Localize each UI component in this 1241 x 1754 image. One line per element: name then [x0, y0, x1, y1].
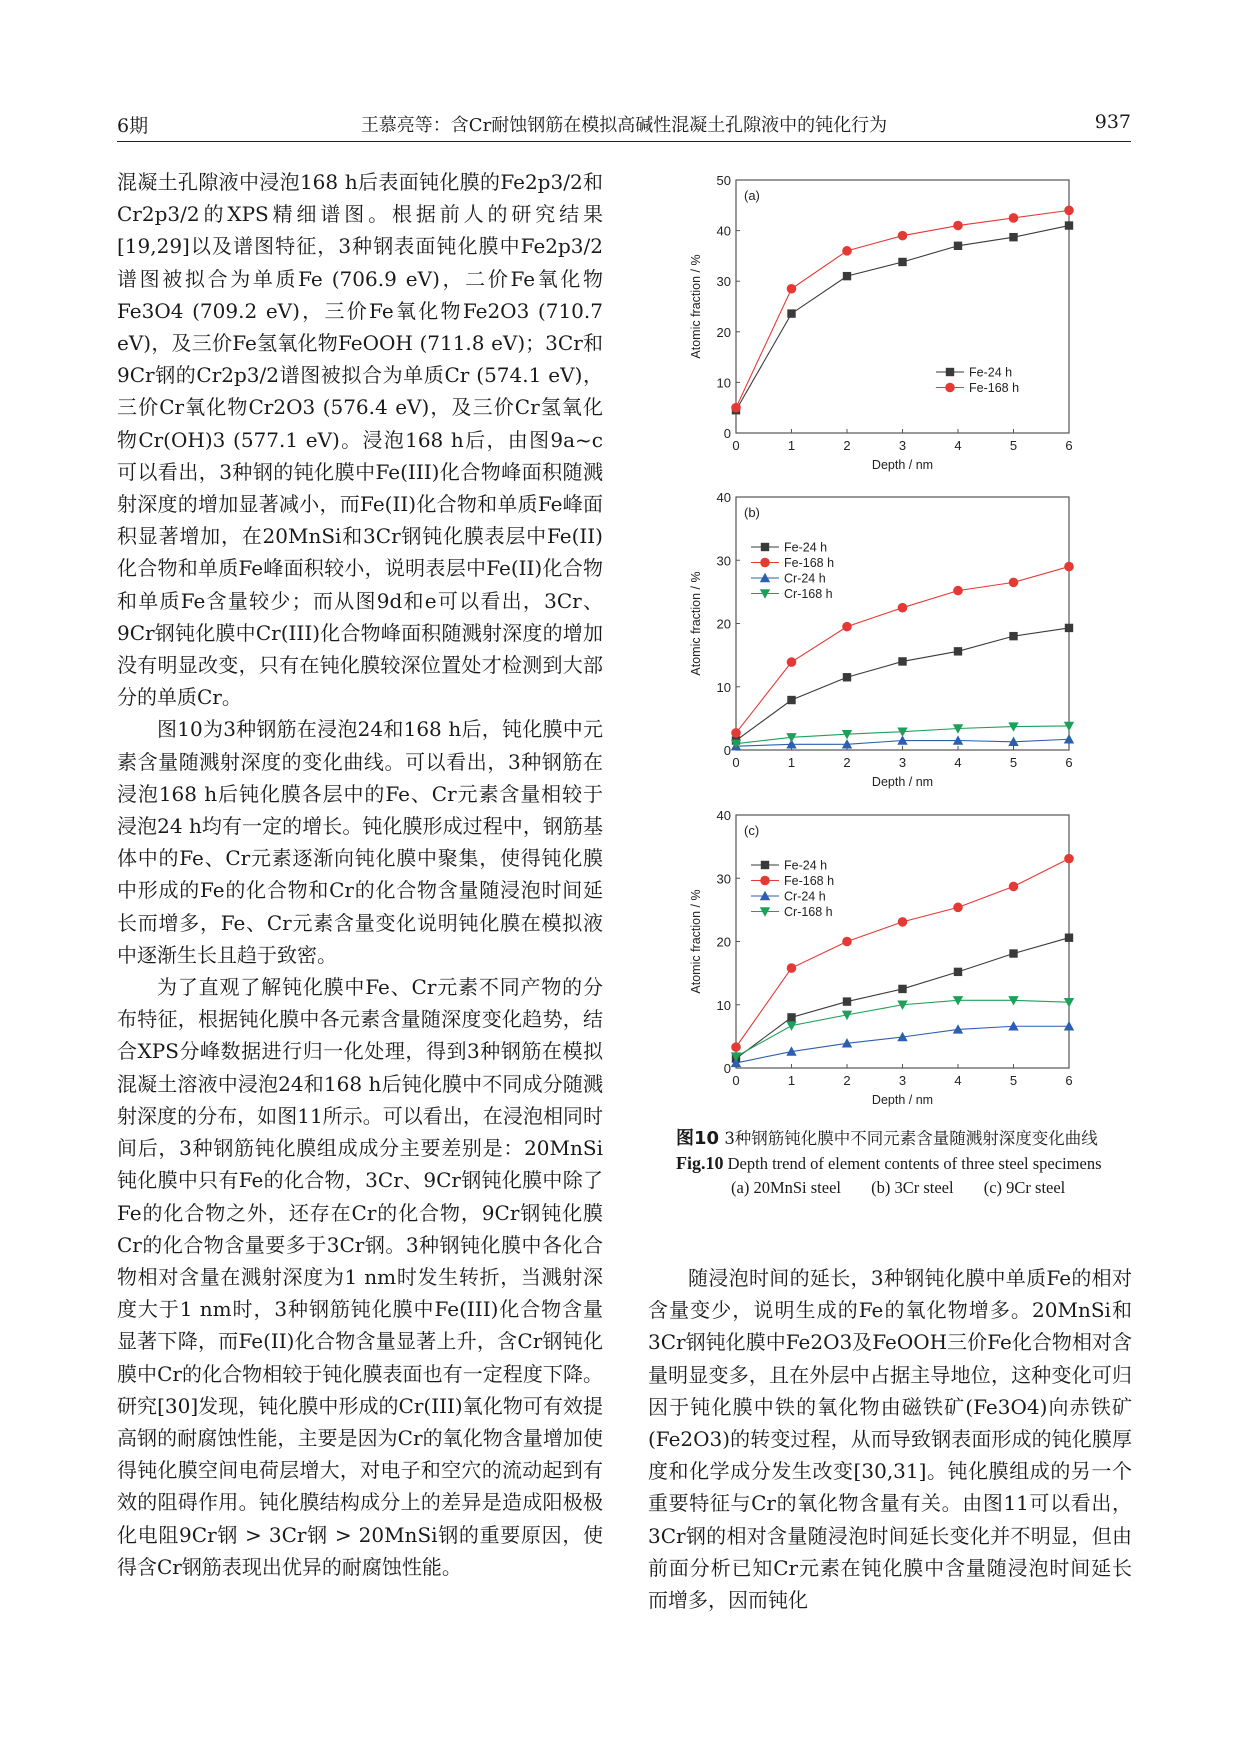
left-column	[117, 166, 603, 1583]
svg-text:40: 40	[716, 490, 731, 505]
subcaption-a: (a) 20MnSi steel	[731, 1178, 841, 1197]
svg-text:5: 5	[1009, 438, 1018, 453]
svg-text:Fe-168 h: Fe-168 h	[784, 874, 835, 888]
svg-text:2: 2	[843, 755, 851, 770]
svg-text:Cr-24 h: Cr-24 h	[784, 571, 826, 586]
svg-text:1: 1	[787, 1073, 796, 1088]
running-title: 王慕亮等：含Cr耐蚀钢筋在模拟高碱性混凝土孔隙液中的钝化行为	[360, 115, 888, 136]
svg-text:Fe-24 h: Fe-24 h	[784, 540, 828, 555]
svg-text:6: 6	[1065, 755, 1073, 770]
svg-text:2: 2	[843, 438, 851, 453]
svg-text:Atomic fraction / %: Atomic fraction / %	[689, 254, 703, 359]
svg-text:40: 40	[716, 223, 731, 239]
svg-text:0: 0	[723, 743, 731, 758]
caption-en	[676, 1151, 1116, 1176]
page-number: 937	[1094, 111, 1131, 133]
svg-text:1: 1	[787, 438, 796, 453]
svg-text:2: 2	[843, 1073, 851, 1088]
svg-text:20: 20	[716, 616, 731, 632]
svg-text:3: 3	[898, 438, 907, 453]
svg-text:Depth / nm: Depth / nm	[871, 458, 934, 472]
figure-caption	[676, 1127, 1116, 1200]
svg-text:Depth / nm: Depth / nm	[871, 775, 934, 789]
svg-text:40: 40	[716, 808, 731, 823]
chart-a	[676, 165, 1096, 479]
right-column	[648, 1262, 1132, 1616]
caption-cn-text: 3种钢筋钝化膜中不同元素含量随溅射深度变化曲线	[724, 1129, 1098, 1148]
caption-en-label: Fig.10	[676, 1153, 724, 1173]
svg-text:1: 1	[787, 755, 796, 770]
chart-a-svg	[676, 165, 1096, 475]
svg-text:(a): (a)	[744, 188, 760, 203]
issue-label: 6期	[117, 115, 149, 137]
svg-text:20: 20	[716, 934, 731, 950]
chart-b	[676, 482, 1096, 796]
svg-text:4: 4	[954, 438, 962, 453]
chart-c-svg	[676, 800, 1096, 1110]
svg-text:10: 10	[716, 997, 731, 1013]
svg-text:5: 5	[1009, 1073, 1018, 1088]
svg-text:Fe-168 h: Fe-168 h	[969, 381, 1020, 395]
svg-text:(c): (c)	[744, 823, 760, 838]
chart-b-svg	[676, 482, 1096, 792]
svg-text:Fe-24 h: Fe-24 h	[784, 858, 828, 873]
svg-text:50: 50	[716, 173, 731, 188]
running-header	[117, 105, 1131, 142]
svg-text:(b): (b)	[744, 505, 760, 520]
svg-text:4: 4	[954, 755, 962, 770]
subcaption-c: (c) 9Cr steel	[983, 1178, 1066, 1197]
paragraph: 混凝土孔隙液中浸泡168 h后表面钝化膜的Fe2p3/2和Cr2p3/2的XPS精细谱图。根据前人的研究结果[19,29]以及谱图特征，3种钢表面钝化膜中Fe2p3/2谱图被拟合为单质Fe (706.9 eV)，二价Fe氧化物Fe3O4 (709.2 eV)，三价Fe氧化物Fe2O3 (710.7 eV)，及三价Fe氢氧化物FeOOH (711.8 eV)；3Cr和9Cr钢的Cr2p3/2谱图被拟合为单质Cr (574.1 eV)，三价Cr氧化物Cr2O3 (576.4 eV)，及三价Cr氢氧化物Cr(OH)3 (577.1 eV)。浸泡168 h后，由图9a~c可以看出，3种钢的钝化膜中Fe(III)化合物峰面积随溅射深度的增加显著减小，而Fe(II)化合物和单质Fe峰面积显著增加，在20MnSi和3Cr钢钝化膜表层中Fe(II)化合物和单质Fe峰面积较小，说明表层中Fe(II)化合物和单质Fe含量较少；而从图9d和e可以看出，3Cr、9Cr钢钝化膜中Cr(III)化合物峰面积随溅射深度的增加没有明显改变，只有在钝化膜较深位置处才检测到大部分的单质Cr。	[117, 170, 603, 710]
caption-en-text: Depth trend of element contents of three steel specimens	[727, 1154, 1102, 1173]
svg-text:5: 5	[1009, 755, 1018, 770]
svg-text:30: 30	[716, 871, 731, 887]
paragraph: 图10为3种钢筋在浸泡24和168 h后，钝化膜中元素含量随溅射深度的变化曲线。可以看出，3种钢筋在浸泡168 h后钝化膜各层中的Fe、Cr元素含量相较于浸泡24 h均有一定的增长。钝化膜形成过程中，钢筋基体中的Fe、Cr元素逐渐向钝化膜中聚集，使得钝化膜中形成的Fe的化合物和Cr的化合物含量随浸泡时间延长而增多，Fe、Cr元素含量变化说明钝化膜在模拟液中逐渐生长且趋于致密。	[117, 717, 603, 967]
svg-text:0: 0	[723, 426, 731, 441]
svg-text:6: 6	[1065, 1073, 1073, 1088]
chart-c	[676, 800, 1096, 1114]
svg-text:Atomic fraction / %: Atomic fraction / %	[689, 889, 703, 994]
svg-text:30: 30	[716, 553, 731, 569]
svg-text:10: 10	[716, 375, 731, 391]
svg-text:Depth / nm: Depth / nm	[871, 1093, 934, 1107]
subcaptions	[676, 1176, 1116, 1200]
paragraph: 为了直观了解钝化膜中Fe、Cr元素不同产物的分布特征，根据钝化膜中各元素含量随深度变化趋势，结合XPS分峰数据进行归一化处理，得到3种钢筋在模拟混凝土溶液中浸泡24和168 h后钝化膜中不同成分随溅射深度的分布，如图11所示。可以看出，在浸泡相同时间后，3种钢筋钝化膜组成成分主要差别是：20MnSi钝化膜中只有Fe的化合物，3Cr、9Cr钢钝化膜中除了Fe的化合物之外，还存在Cr的化合物，9Cr钢钝化膜Cr的化合物含量要多于3Cr钢。3种钢钝化膜中各化合物相对含量在溅射深度为1 nm时发生转折，当溅射深度大于1 nm时，3种钢筋钝化膜中Fe(III)化合物含量显著下降，而Fe(II)化合物含量显著上升，含Cr钢钝化膜中Cr的化合物相较于钝化膜表面也有一定程度下降。研究[30]发现，钝化膜中形成的Cr(III)氧化物可有效提高钢的耐腐蚀性能，主要是因为Cr的氧化物含量增加使得钝化膜空间电荷层增大，对电子和空穴的流动起到有效的阻碍作用。钝化膜结构成分上的差异是造成阳极极化电阻9Cr钢 > 3Cr钢 > 20MnSi钢的重要原因，使得含Cr钢筋表现出优异的耐腐蚀性能。	[117, 975, 603, 1579]
svg-text:Atomic fraction / %: Atomic fraction / %	[689, 571, 703, 676]
svg-text:0: 0	[732, 1073, 740, 1088]
svg-text:0: 0	[723, 1061, 731, 1076]
svg-text:Cr-168 h: Cr-168 h	[784, 587, 833, 601]
caption-cn	[676, 1127, 1116, 1151]
paragraph: 随浸泡时间的延长，3种钢钝化膜中单质Fe的相对含量变少，说明生成的Fe的氧化物增多。20MnSi和3Cr钢钝化膜中Fe2O3及FeOOH三价Fe化合物相对含量明显变多，且在外层中占据主导地位，这种变化可归因于钝化膜中铁的氧化物由磁铁矿(Fe3O4)向赤铁矿(Fe2O3)的转变过程，从而导致钢表面形成的钝化膜厚度和化学成分发生改变[30,31]。钝化膜组成的另一个重要特征与Cr的氧化物含量有关。由图11可以看出，3Cr钢的相对含量随浸泡时间延长变化并不明显，但由前面分析已知Cr元素在钝化膜中含量随浸泡时间延长而增多，因而钝化	[648, 1266, 1132, 1613]
svg-text:0: 0	[732, 755, 740, 770]
svg-text:Fe-168 h: Fe-168 h	[784, 556, 835, 570]
svg-text:3: 3	[898, 1073, 907, 1088]
svg-text:10: 10	[716, 679, 731, 695]
svg-text:0: 0	[732, 438, 740, 453]
svg-text:3: 3	[898, 755, 907, 770]
svg-text:20: 20	[716, 324, 731, 340]
svg-text:4: 4	[954, 1073, 962, 1088]
subcaption-b: (b) 3Cr steel	[871, 1178, 954, 1197]
svg-text:Fe-24 h: Fe-24 h	[969, 365, 1013, 380]
svg-text:30: 30	[716, 274, 731, 290]
caption-cn-label: 图10	[676, 1128, 720, 1149]
svg-text:Cr-24 h: Cr-24 h	[784, 889, 826, 904]
svg-text:6: 6	[1065, 438, 1073, 453]
svg-text:Cr-168 h: Cr-168 h	[784, 905, 833, 919]
